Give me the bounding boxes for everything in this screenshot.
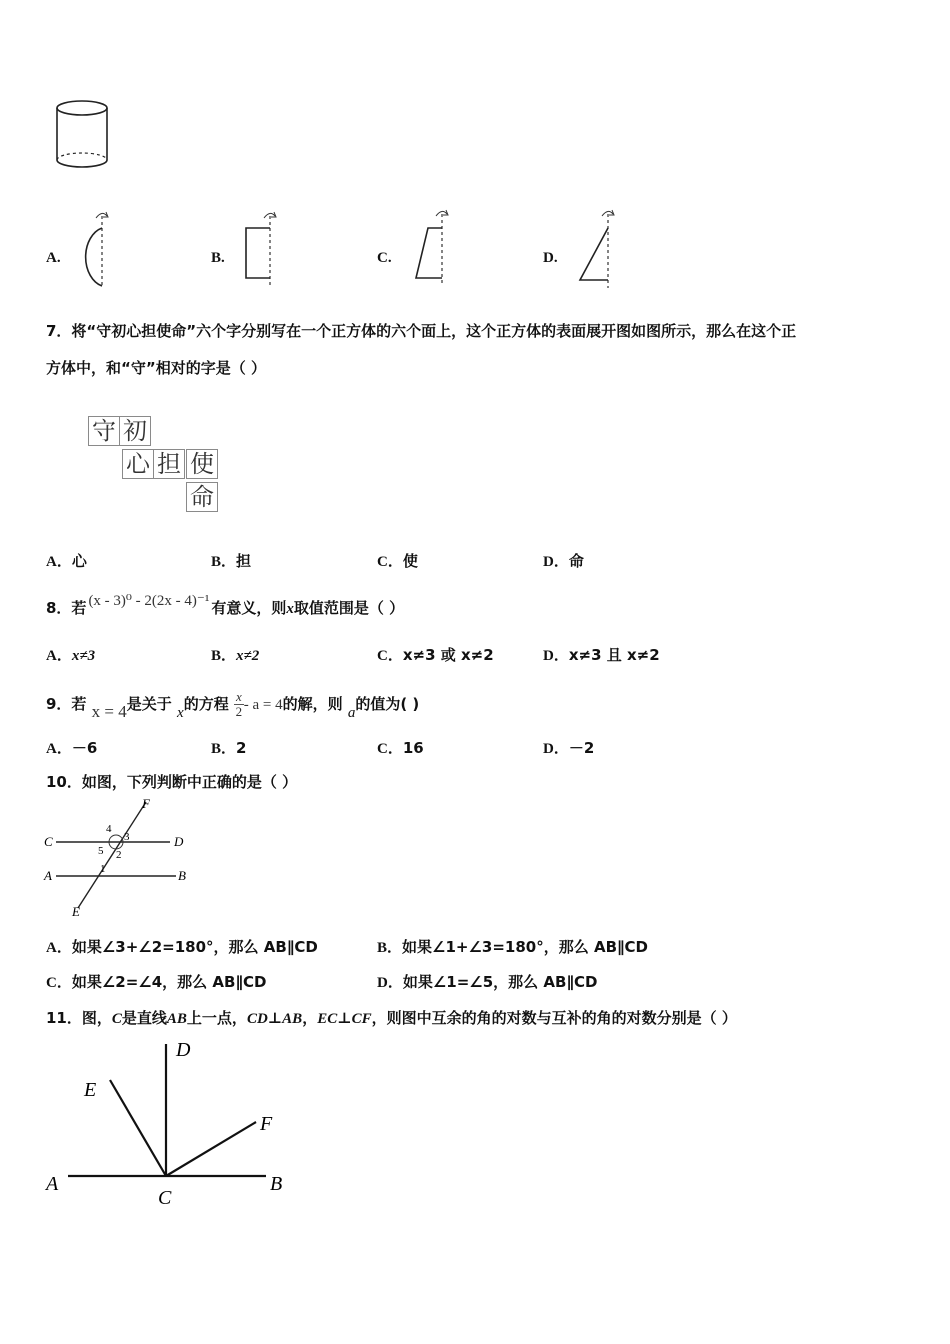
q10-option-c[interactable]	[46, 971, 266, 992]
q9-t1: 是关于	[126, 695, 172, 713]
option-text: 如果∠2=∠4，那么 AB∥CD	[71, 973, 267, 991]
option-text: 如果∠1=∠5，那么 AB∥CD	[402, 973, 598, 991]
label-b: B	[270, 1173, 283, 1195]
option-text: x≠3 或 x≠2	[402, 646, 494, 664]
option-label: A．	[46, 741, 72, 757]
q7-option-b[interactable]	[211, 550, 251, 571]
q7-stem-line1: 7．将“守初心担使命”六个字分别写在一个正方体的六个面上，这个正方体的表面展开图如图所示，那么在这个正	[46, 322, 797, 340]
q11-stem-d: ，则图中互余的角的对数与互补的角的对数分别是（ ）	[371, 1009, 737, 1027]
label-c: C	[44, 834, 53, 849]
q9-frac-num: x	[235, 689, 242, 704]
option-label: D．	[543, 554, 569, 570]
q8-option-b[interactable]	[211, 644, 259, 665]
option-text: 如果∠3+∠2=180°，那么 AB∥CD	[71, 938, 318, 956]
net-cell-chu: 初	[119, 416, 151, 446]
q10-option-a[interactable]	[46, 936, 318, 957]
q7-stem-line2: 方体中，和“守”相对的字是（ ）	[46, 359, 266, 377]
q6-option-d[interactable]	[543, 248, 558, 267]
option-label: B．	[211, 648, 237, 664]
q7-option-c[interactable]	[377, 550, 418, 571]
option-label: C．	[377, 648, 403, 664]
label-c: C	[158, 1187, 172, 1209]
q11-figure	[40, 1036, 300, 1216]
q7-option-d[interactable]	[543, 550, 584, 571]
option-text: 担	[236, 552, 252, 570]
label-f: F	[142, 796, 150, 811]
q9-t2: 的方程	[183, 695, 229, 713]
q11-ec: EC⊥CF	[317, 1011, 372, 1027]
label-b: B	[178, 868, 186, 883]
option-label: A．	[46, 940, 72, 956]
option-text: 16	[402, 739, 424, 757]
net-cell-dan: 担	[153, 449, 185, 479]
q11-stem-b: 是直线	[121, 1009, 167, 1027]
q9-eq2: - a = 4	[243, 697, 283, 713]
q6-option-b[interactable]	[211, 248, 225, 267]
option-text: 心	[71, 552, 87, 570]
q6-figure-c	[402, 208, 450, 288]
q9-option-c[interactable]	[377, 737, 424, 758]
q9-fraction	[234, 690, 244, 719]
option-text: 命	[568, 552, 584, 570]
q10-stem: 10．如图，下列判断中正确的是（ ）	[46, 773, 298, 791]
q11-stem	[46, 1007, 737, 1028]
option-label: C．	[377, 554, 403, 570]
q11-stem-a: 11．图，	[46, 1009, 112, 1027]
option-label: C.	[377, 250, 392, 266]
q9-option-a[interactable]	[46, 737, 97, 758]
label-a: A	[44, 868, 52, 883]
q9-var: x	[177, 705, 184, 721]
label-d: D	[174, 834, 184, 849]
label-d: D	[176, 1039, 191, 1061]
q11-cd: CD⊥AB	[246, 1011, 303, 1027]
cube-net	[88, 416, 228, 516]
net-cell-xin: 心	[122, 449, 154, 479]
line-ce	[110, 1080, 166, 1176]
option-label: A.	[46, 250, 61, 266]
q8-suffix: 取值范围是（ ）	[293, 599, 405, 617]
q6-figure-d	[568, 208, 620, 290]
angle-2: 2	[116, 849, 122, 861]
line-ef	[78, 802, 146, 908]
cylinder-figure	[50, 96, 116, 176]
q10-figure	[40, 796, 200, 918]
net-cell-shou: 守	[88, 416, 120, 446]
q10-option-d[interactable]	[377, 971, 597, 992]
option-label: D．	[377, 975, 403, 991]
option-text: x≠2	[236, 648, 260, 664]
option-text: x≠3	[71, 648, 96, 664]
option-label: A．	[46, 648, 72, 664]
line-cf	[166, 1122, 256, 1176]
q6-option-a[interactable]	[46, 248, 61, 267]
q11-stem-c: 上一点，	[186, 1009, 247, 1027]
option-text: 如果∠1+∠3=180°，那么 AB∥CD	[402, 938, 648, 956]
option-label: B.	[211, 250, 225, 266]
q8-option-d[interactable]	[543, 644, 660, 665]
q7-option-a[interactable]	[46, 550, 87, 571]
q11-sep: ，	[302, 1009, 318, 1027]
option-label: C．	[46, 975, 72, 991]
option-label: C．	[377, 741, 403, 757]
q9-t4: 的值为( )	[355, 695, 420, 713]
q9-t3: 的解，则	[282, 695, 343, 713]
label-e: E	[72, 904, 80, 918]
q11-c: C	[111, 1011, 122, 1027]
q8-mid: 有意义，则	[211, 599, 287, 617]
angle-3: 3	[124, 831, 130, 843]
option-label: D．	[543, 741, 569, 757]
option-label: B．	[211, 741, 237, 757]
q8-var: x	[286, 601, 294, 617]
option-text: x≠3 且 x≠2	[568, 646, 660, 664]
label-f: F	[260, 1113, 273, 1135]
net-cell-ming: 命	[186, 482, 218, 512]
q11-ab: AB	[166, 1011, 187, 1027]
q8-stem	[46, 593, 405, 618]
option-label: B．	[211, 554, 237, 570]
option-label: A．	[46, 554, 72, 570]
label-e: E	[84, 1079, 97, 1101]
angle-5: 5	[98, 845, 104, 857]
q8-expression: (x - 3)⁰ - 2(2x - 4)⁻¹	[88, 593, 210, 609]
option-text: 使	[402, 552, 418, 570]
q9-option-b[interactable]	[211, 737, 246, 758]
angle-4: 4	[106, 823, 112, 835]
q6-figure-b	[238, 210, 282, 290]
angle-1: 1	[100, 863, 106, 875]
q8-prefix: 8．若	[46, 599, 87, 617]
q9-stem	[46, 690, 419, 719]
option-label: D．	[543, 648, 569, 664]
q9-prefix: 9．若	[46, 695, 87, 713]
option-label: D.	[543, 250, 558, 266]
q6-figure-a	[74, 210, 118, 290]
option-text: －6	[71, 739, 98, 757]
q8-option-c[interactable]	[377, 644, 494, 665]
q10-option-b[interactable]	[377, 936, 648, 957]
q8-option-a[interactable]	[46, 644, 95, 665]
option-text: －2	[568, 739, 595, 757]
q9-option-d[interactable]	[543, 737, 594, 758]
option-text: 2	[236, 739, 247, 757]
q9-var2: a	[347, 705, 356, 721]
q9-frac-den: 2	[235, 704, 243, 719]
option-label: B．	[377, 940, 403, 956]
net-cell-shi: 使	[186, 449, 218, 479]
q9-eq1: x = 4	[91, 702, 127, 721]
label-a: A	[46, 1173, 59, 1195]
q6-option-c[interactable]	[377, 248, 392, 267]
